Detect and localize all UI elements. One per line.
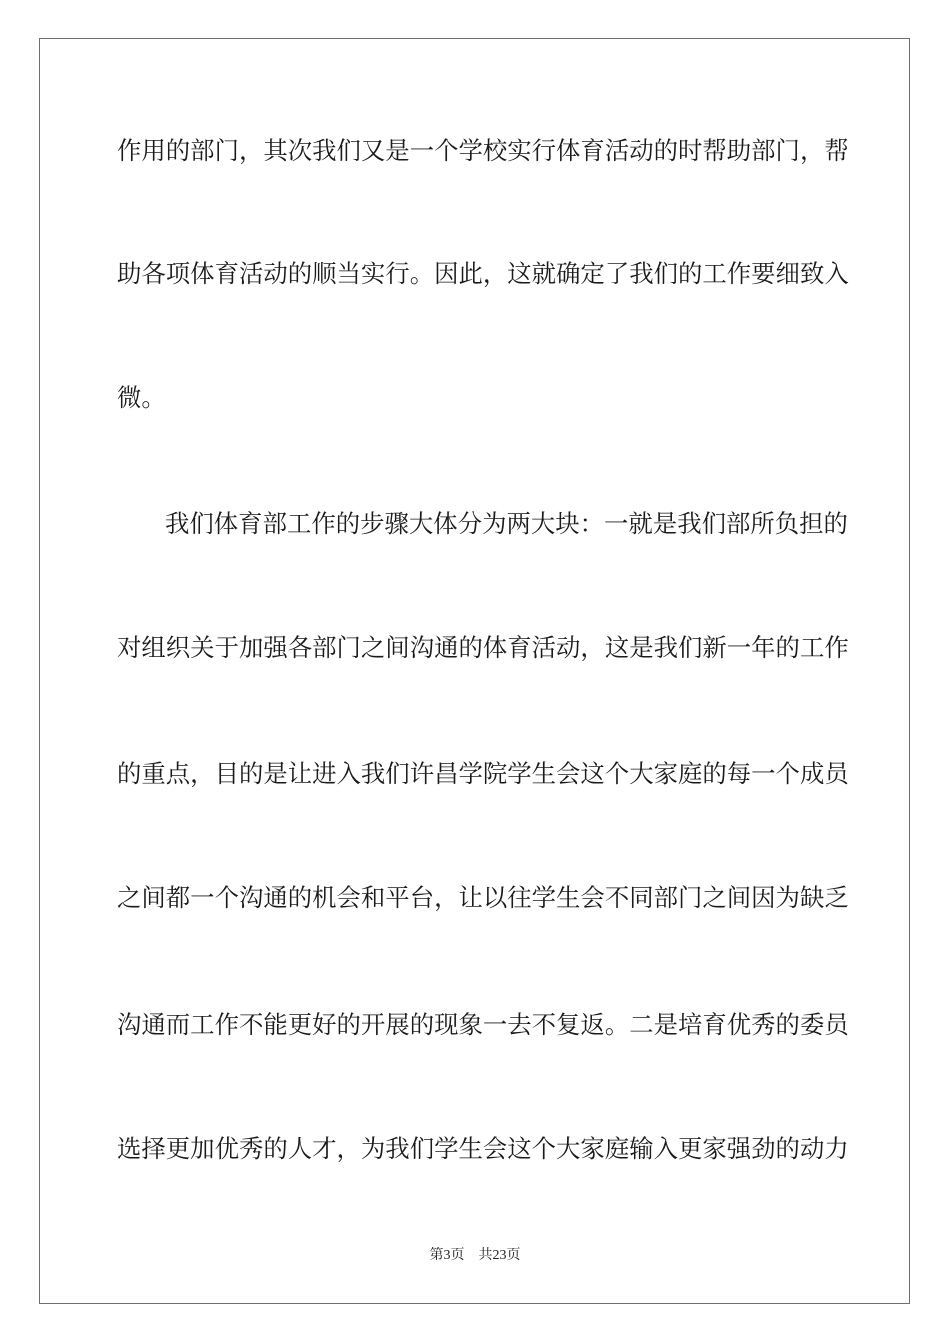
text-line: 对组织关于加强各部门之间沟通的体育活动，这是我们新一年的工作: [117, 633, 849, 662]
page-total: 共23页: [478, 1248, 521, 1263]
text-line: 沟通而工作不能更好的开展的现象一去不复返。二是培育优秀的委员: [117, 1010, 849, 1039]
paragraph-first-line: 我们体育部工作的步骤大体分为两大块：一就是我们部所负担的: [165, 509, 848, 538]
text-line: 选择更加优秀的人才，为我们学生会这个大家庭输入更家强劲的动力: [117, 1134, 849, 1163]
text-line: 微。: [117, 383, 166, 412]
page-border: [39, 38, 910, 1304]
text-line: 作用的部门，其次我们又是一个学校实行体育活动的时帮助部门，帮: [117, 136, 849, 165]
text-line: 的重点，目的是让进入我们许昌学院学生会这个大家庭的每一个成员: [117, 759, 849, 788]
page-number: 第3页: [429, 1248, 465, 1263]
text-line: 助各项体育活动的顺当实行。因此，这就确定了我们的工作要细致入: [117, 259, 849, 288]
text-line: 之间都一个沟通的机会和平台，让以往学生会不同部门之间因为缺乏: [117, 883, 849, 912]
page-footer: [0, 1246, 950, 1266]
